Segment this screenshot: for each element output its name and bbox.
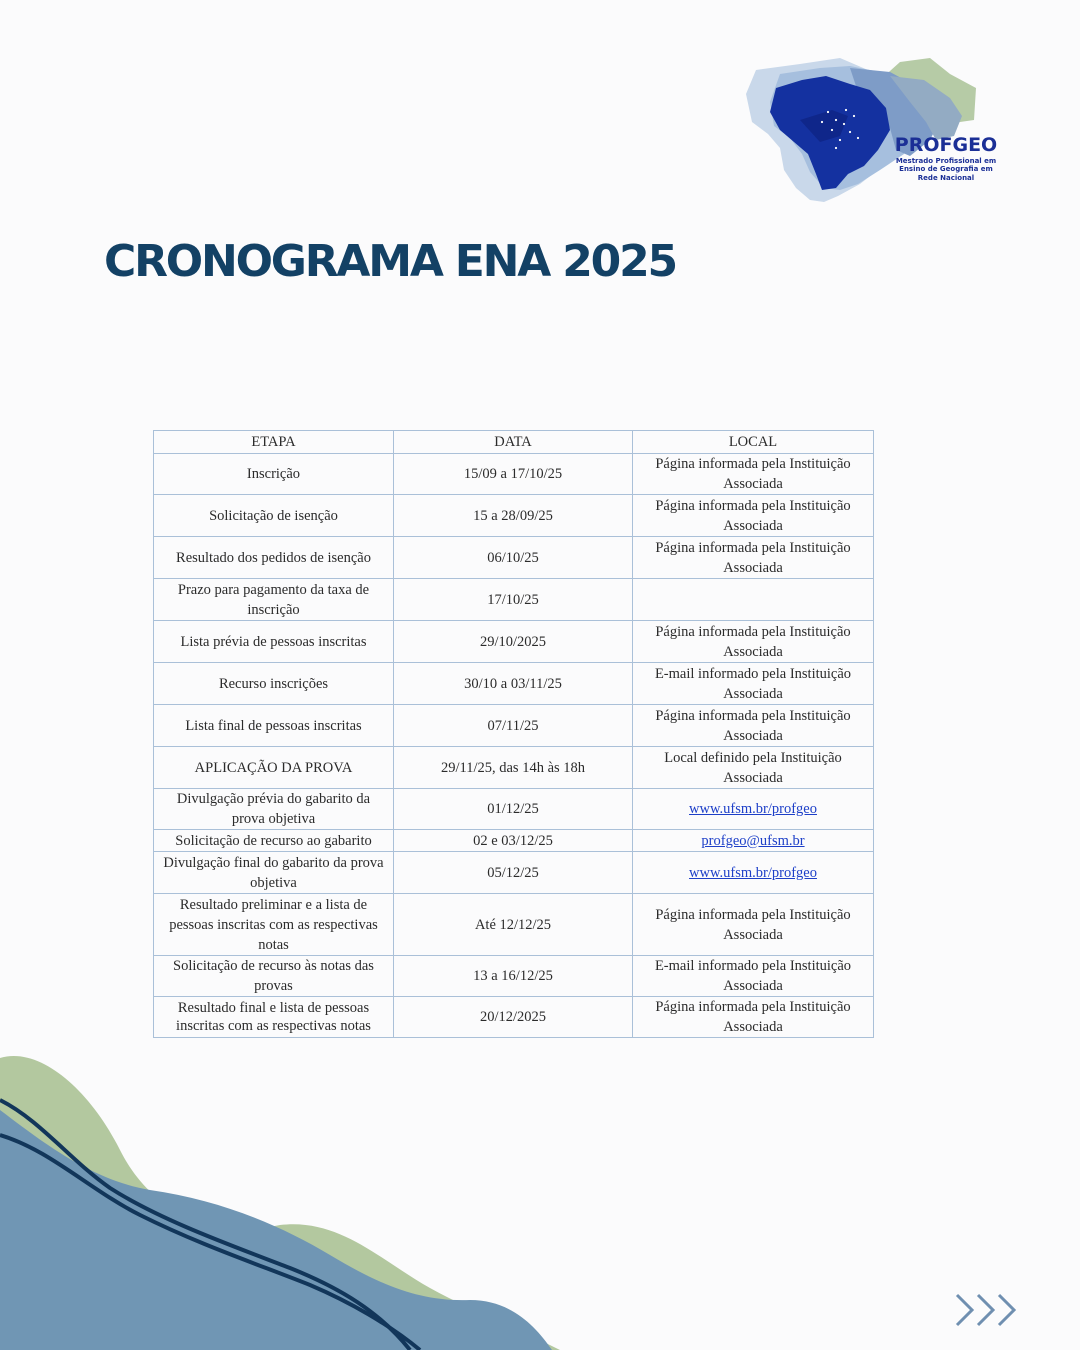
table-row xyxy=(154,621,874,663)
cell-local: Página informada pela Instituição Associada xyxy=(633,537,874,579)
cell-data: 15/09 a 17/10/25 xyxy=(394,454,633,495)
cell-local xyxy=(633,579,874,621)
cell-data: 02 e 03/12/25 xyxy=(394,830,633,852)
cell-local: Página informada pela Instituição Associada xyxy=(633,997,874,1038)
cell-data: 01/12/25 xyxy=(394,789,633,830)
cell-etapa: Resultado final e lista de pessoas inscritas com as respectivas notas xyxy=(154,997,394,1038)
table-row xyxy=(154,663,874,705)
cell-local: Página informada pela Instituição Associada xyxy=(633,621,874,663)
wave-decoration xyxy=(0,1040,600,1350)
cell-data: 06/10/25 xyxy=(394,537,633,579)
cell-etapa: Divulgação prévia do gabarito da prova objetiva xyxy=(154,789,394,830)
cell-etapa: Resultado dos pedidos de isenção xyxy=(154,537,394,579)
cell-data: 30/10 a 03/11/25 xyxy=(394,663,633,705)
website-link[interactable]: www.ufsm.br/profgeo xyxy=(633,789,874,830)
table-row xyxy=(154,705,874,747)
logo-subtitle-line: Ensino de Geografia em xyxy=(899,165,993,174)
table-row xyxy=(154,454,874,495)
triple-chevron-right-icon[interactable] xyxy=(952,1290,1022,1330)
table-row xyxy=(154,852,874,894)
table-row xyxy=(154,789,874,830)
cell-etapa: Lista prévia de pessoas inscritas xyxy=(154,621,394,663)
header-local: LOCAL xyxy=(633,431,874,454)
cell-data: 13 a 16/12/25 xyxy=(394,956,633,997)
table-row xyxy=(154,956,874,997)
cell-etapa: Inscrição xyxy=(154,454,394,495)
cell-local: Página informada pela Instituição Associada xyxy=(633,705,874,747)
email-link[interactable]: profgeo@ufsm.br xyxy=(633,830,874,852)
table-row xyxy=(154,579,874,621)
cell-data: Até 12/12/25 xyxy=(394,894,633,956)
page-title: CRONOGRAMA ENA 2025 xyxy=(104,236,676,287)
table-row xyxy=(154,747,874,789)
header-etapa: ETAPA xyxy=(154,431,394,454)
cell-etapa: Recurso inscrições xyxy=(154,663,394,705)
cell-etapa: Solicitação de isenção xyxy=(154,495,394,537)
brazil-map-icon xyxy=(740,50,1010,210)
cell-data: 29/11/25, das 14h às 18h xyxy=(394,747,633,789)
cell-local: Página informada pela Instituição Associada xyxy=(633,454,874,495)
cell-data: 07/11/25 xyxy=(394,705,633,747)
cell-etapa: Solicitação de recurso ao gabarito xyxy=(154,830,394,852)
table-row xyxy=(154,830,874,852)
cell-data: 05/12/25 xyxy=(394,852,633,894)
table-row xyxy=(154,997,874,1038)
logo-subtitle-line: Rede Nacional xyxy=(917,173,975,182)
table-row xyxy=(154,894,874,956)
cell-etapa: APLICAÇÃO DA PROVA xyxy=(154,747,394,789)
cell-etapa: Solicitação de recurso às notas das provas xyxy=(154,956,394,997)
table-header-row xyxy=(154,431,874,454)
cell-local: E-mail informado pela Instituição Associada xyxy=(633,956,874,997)
cell-data: 29/10/2025 xyxy=(394,621,633,663)
cell-etapa: Resultado preliminar e a lista de pessoas inscritas com as respectivas notas xyxy=(154,894,394,956)
cell-etapa: Divulgação final do gabarito da prova objetiva xyxy=(154,852,394,894)
table-row xyxy=(154,495,874,537)
cell-etapa: Prazo para pagamento da taxa de inscrição xyxy=(154,579,394,621)
cell-local: E-mail informado pela Instituição Associada xyxy=(633,663,874,705)
cell-data: 17/10/25 xyxy=(394,579,633,621)
header-data: DATA xyxy=(394,431,633,454)
cell-etapa: Lista final de pessoas inscritas xyxy=(154,705,394,747)
schedule-table xyxy=(153,430,874,1038)
profgeo-logo xyxy=(740,50,1010,210)
logo-subtitle xyxy=(885,157,1007,182)
cell-data: 15 a 28/09/25 xyxy=(394,495,633,537)
website-link[interactable]: www.ufsm.br/profgeo xyxy=(633,852,874,894)
cell-data: 20/12/2025 xyxy=(394,997,633,1038)
logo-name: PROFGEO xyxy=(894,134,998,156)
logo-subtitle-line: Mestrado Profissional em xyxy=(895,157,997,165)
cell-local: Local definido pela Instituição Associada xyxy=(633,747,874,789)
cell-local: Página informada pela Instituição Associada xyxy=(633,894,874,956)
cell-local: Página informada pela Instituição Associada xyxy=(633,495,874,537)
table-row xyxy=(154,537,874,579)
